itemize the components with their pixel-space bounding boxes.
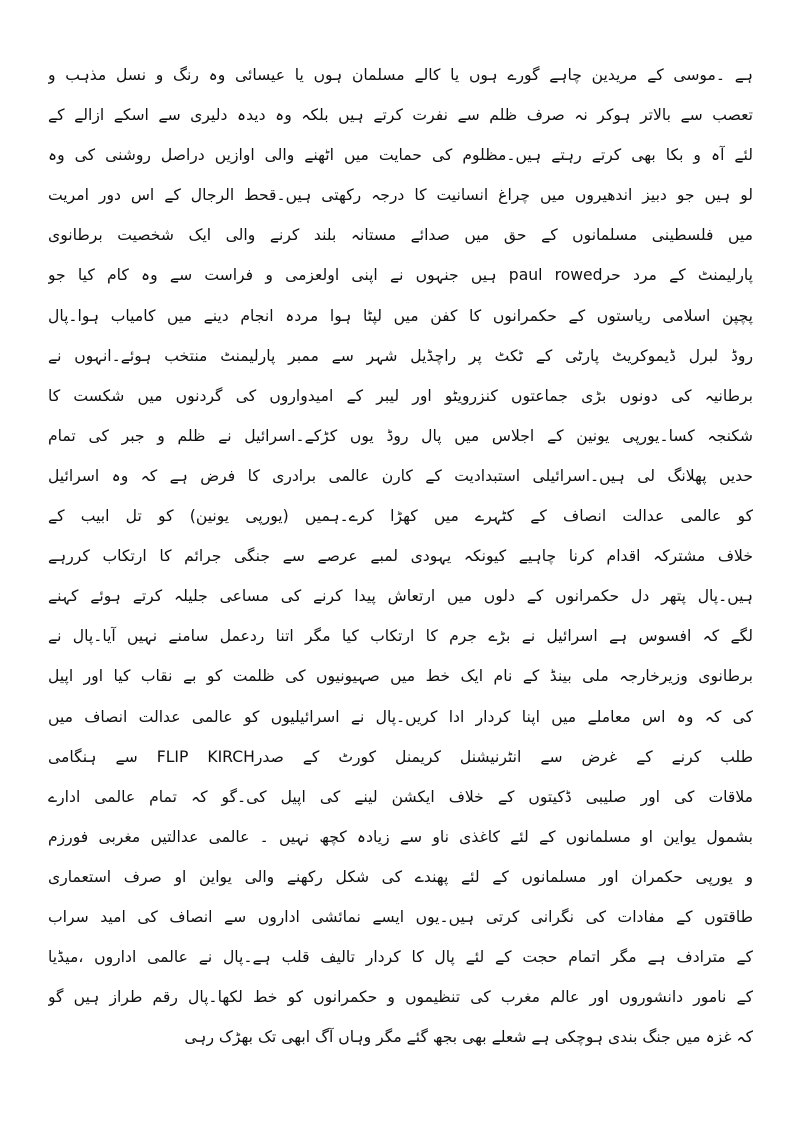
text-line: ہیں۔پال پتھر دل حکمرانوں کے دلوں میں ارتعاش پیدا کرنے کی مساعی جلیلہ کرتے ہوئے کہنے [48,587,753,606]
text-line: کے نامور دانشوروں اور عالم مغرب کی تنظیموں و حکمرانوں کو خط لکھا۔پال رقم طراز ہیں گو [48,988,753,1007]
text-line: شکنجہ کسا۔یورپی یونین کے اجلاس میں پال روڈ یوں کڑکے۔اسرائیل نے ظلم و جبر کی تمام [48,426,753,445]
text-line: خلاف مشترکہ اقدام کرنا چاہیے کیونکہ یہودی لمبے عرصے سے جنگی جرائم کا ارتکاب کررہے [48,547,753,566]
text-line: طاقتوں کے مفادات کی نگرانی کرتی ہیں۔یوں ایسے نمائشی اداروں سے انصاف کی امید سراب [48,907,753,926]
text-line: لگے کہ افسوس ہے اسرائیل نے بڑے جرم کا ارتکاب کیا مگر اتنا ردعمل سامنے نہیں آیا۔پال نے [48,627,753,646]
text-line: کو عالمی عدالت انصاف کے کٹہرے میں کھڑا کرے۔ہمیں (یورپی یونین) کو تل ابیب کے [48,507,753,526]
text-line: کی کہ وہ اس معاملے میں اپنا کردار ادا کریں۔پال نے اسرائیلیوں کو عالمی عدالت انصاف میں [48,707,753,726]
urdu-text-body [48,55,753,1057]
text-line: پچپن اسلامی ریاستوں کے حکمرانوں کا کفن میں لپٹا ہوا مردہ انجام دینے میں کامیاب ہوا۔پال [48,306,753,325]
text-line: کے مترادف ہے مگر اتمام حجت کے لئے پال کا کردار تالیف قلب ہے۔پال نے عالمی اداروں ،میڈیا [48,948,753,967]
text-line: تعصب سے بالاتر ہوکر نہ صرف ظلم سے نفرت کرتے ہیں بلکہ وہ دیدہ دلیری سے اسکے ازالے کے [48,106,753,125]
text-line-last: کہ غزہ میں جنگ بندی ہوچکی ہے شعلے بھی بجھ گئے مگر وہاں آگ ابھی تک بھڑک رہی [184,1028,753,1047]
text-line: لو ہیں جو دبیز اندھیروں میں چراغ انسانیت کا درجہ رکھتی ہیں۔قحط الرجال کے اس دور امریت [48,186,753,205]
text-line: بشمول یواین او مسلمانوں کے لئے کاغذی ناو سے زیادہ کچھ نہیں ۔ عالمی عدالتیں مغربی فورزم [48,827,753,846]
text-line: ملاقات کی اور صلیبی ڈکیتوں کے خلاف ایکشن لینے کی اپیل کی۔گو کہ تمام عالمی ادارے [48,787,753,806]
text-line: ہے ۔موسی کے مریدین چاہے گورے ہوں یا کالے مسلمان ہوں یا عیسائی وہ رنگ و نسل مذہب و [48,66,753,84]
text-line: برطانیہ کی دونوں بڑی جماعتوں کنزرویٹو اور لیبر کے امیدواروں کی گردنوں میں شکست کا [48,386,753,405]
text-line: پارلیمنٹ کے مرد حرpaul rowed ہیں جنہوں نے اپنی اولعزمی و فراست سے وہ کام کیا جو [48,266,753,285]
text-line: و یورپی حکمران اور مسلمانوں کے لئے پھندے کی شکل رکھنے والی یواین او صرف استعماری [48,867,753,886]
text-line: روڈ لبرل ڈیموکریٹ پارٹی کے ٹکٹ پر راچڈیل شہر سے ممبر پارلیمنٹ منتخب ہوئے۔انہوں نے [48,346,753,365]
text-line: حدیں پھلانگ لی ہیں۔اسرائیلی استبدادیت کے کارن عالمی برادری کا فرض ہے کہ وہ اسرائیل [48,466,753,485]
text-line: میں فلسطینی مسلمانوں کے حق میں صدائے مستانہ بلند کرنے والی ایک شخصیت برطانوی [48,226,753,245]
text-line: لئے آہ و بکا بھی کرتے رہتے ہیں۔مظلوم کی حمایت میں اٹھنے والی اوازیں دراصل روشنی کی وہ [48,146,753,165]
text-line: طلب کرنے کے غرض سے انٹرنیشنل کریمنل کورٹ کے صدرFLIP KIRCH سے ہنگامی [48,747,753,766]
text-line: برطانوی وزیرخارجہ ملی بینڈ کے نام ایک خط میں صہیونیوں کی ظلمت کو بے نقاب کیا اور اپیل [48,667,753,686]
